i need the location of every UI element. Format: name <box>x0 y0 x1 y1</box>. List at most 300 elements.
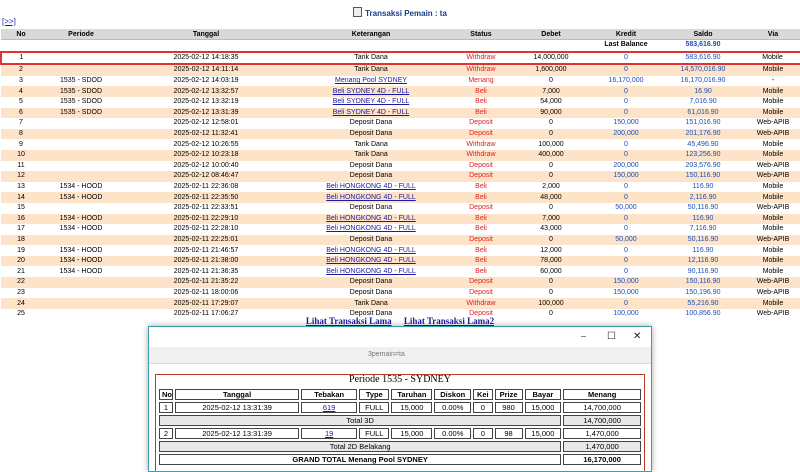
table-row[interactable] <box>1 277 800 288</box>
cell-debet: 400,000 <box>511 150 591 161</box>
cell-no: 19 <box>1 245 41 256</box>
cell-tanggal: 2025-02-11 18:00:06 <box>121 288 291 299</box>
cell-saldo: 12,116.90 <box>661 256 745 267</box>
transaction-table <box>0 29 800 319</box>
table-row[interactable] <box>1 203 800 214</box>
keterangan-link[interactable]: Beli HONGKONG 4D - FULL <box>326 183 416 191</box>
cell-debet: 100,000 <box>511 298 591 309</box>
cell-kredit: 0 <box>591 224 661 235</box>
cell-keterangan: Deposit Dana <box>291 118 451 129</box>
cell-tanggal: 2025-02-11 22:33:51 <box>121 203 291 214</box>
close-icon[interactable]: ✕ <box>633 331 642 342</box>
table-row-selected[interactable] <box>1 52 800 65</box>
cell-kredit: 0 <box>591 52 661 65</box>
cell-status: Beli <box>451 245 511 256</box>
cell-no: 14 <box>1 192 41 203</box>
cell-kredit: 150,000 <box>591 288 661 299</box>
cell-periode: 1534 - HOOD <box>41 182 121 193</box>
cell-keterangan: Deposit Dana <box>291 203 451 214</box>
cell-no: 10 <box>1 150 41 161</box>
cell-debet: 0 <box>511 171 591 182</box>
cell-saldo: 100,856.90 <box>661 309 745 320</box>
cell-no: 17 <box>1 224 41 235</box>
cell-kredit: 0 <box>591 64 661 76</box>
cell-saldo: 2,116.90 <box>661 192 745 203</box>
cell-kredit: 200,000 <box>591 161 661 172</box>
cell-status: Deposit <box>451 235 511 246</box>
cell-kredit: 150,000 <box>591 171 661 182</box>
table-row[interactable] <box>1 86 800 97</box>
table-row[interactable] <box>1 214 800 225</box>
cell-saldo: 16,170,016.90 <box>661 76 745 87</box>
cell-debet: 43,000 <box>511 224 591 235</box>
popup-titlebar <box>149 327 651 347</box>
cell-tanggal: 2025-02-11 21:35:22 <box>121 277 291 288</box>
detail-cell: 98 <box>495 428 523 439</box>
table-row[interactable] <box>1 192 800 203</box>
page-title <box>0 7 800 18</box>
cell-debet: 0 <box>511 235 591 246</box>
cell-debet: 54,000 <box>511 97 591 108</box>
cell-keterangan <box>291 97 451 108</box>
cell-debet: 0 <box>511 118 591 129</box>
detail-cell: 0 <box>473 402 492 413</box>
cell-via: Web-APIB <box>745 171 800 182</box>
cell-no: 1 <box>1 52 41 65</box>
cell-kredit: 0 <box>591 298 661 309</box>
detail-cell: FULL <box>359 428 389 439</box>
cell-saldo: 50,116.90 <box>661 203 745 214</box>
cell-keterangan: Deposit Dana <box>291 309 451 320</box>
cell-tanggal: 2025-02-11 22:28:10 <box>121 224 291 235</box>
cell-no: 23 <box>1 288 41 299</box>
detail-cell: 15,000 <box>525 428 562 439</box>
cell-periode: 1535 - SDOD <box>41 108 121 119</box>
dcol-diskon: Diskon <box>434 389 471 400</box>
cell-tanggal: 2025-02-11 17:06:27 <box>121 309 291 320</box>
cell-kredit: 16,170,000 <box>591 76 661 87</box>
col-saldo: Saldo <box>661 29 745 40</box>
cell-periode: 1534 - HOOD <box>41 224 121 235</box>
cell-tanggal: 2025-02-11 17:29:07 <box>121 298 291 309</box>
popup-title: Periode 1535 - SYDNEY <box>349 374 451 385</box>
cell-status: Beli <box>451 182 511 193</box>
cell-status: Beli <box>451 97 511 108</box>
cell-via: Mobile <box>745 108 800 119</box>
cell-no: 3 <box>1 76 41 87</box>
cell-keterangan <box>291 245 451 256</box>
keterangan-link[interactable]: Menang Pool SYDNEY <box>335 77 407 85</box>
table-row[interactable] <box>1 118 800 129</box>
col-periode: Periode <box>41 29 121 40</box>
detail-cell: 2025-02-12 13:31:39 <box>175 402 299 413</box>
cell-saldo: 150,196.90 <box>661 288 745 299</box>
cell-saldo: 61,016.90 <box>661 108 745 119</box>
keterangan-link[interactable]: Beli HONGKONG 4D - FULL <box>326 225 416 233</box>
cell-no: 24 <box>1 298 41 309</box>
cell-no: 6 <box>1 108 41 119</box>
cell-no: 5 <box>1 97 41 108</box>
table-row[interactable] <box>1 161 800 172</box>
cell-saldo: 90,116.90 <box>661 266 745 277</box>
keterangan-link[interactable]: Beli HONGKONG 4D - FULL <box>326 246 416 254</box>
cell-via: Mobile <box>745 139 800 150</box>
detail-cell: 980 <box>495 402 523 413</box>
cell-via: Web-APIB <box>745 203 800 214</box>
cell-tanggal: 2025-02-12 14:11:14 <box>121 64 291 76</box>
cell-status: Deposit <box>451 288 511 299</box>
cell-status: Deposit <box>451 129 511 140</box>
keterangan-link[interactable]: Beli HONGKONG 4D - FULL <box>326 214 416 222</box>
cell-keterangan: Deposit Dana <box>291 129 451 140</box>
cell-keterangan: Deposit Dana <box>291 171 451 182</box>
cell-keterangan <box>291 86 451 97</box>
cell-no: 7 <box>1 118 41 129</box>
cell-tanggal: 2025-02-11 22:36:08 <box>121 182 291 193</box>
cell-via: Mobile <box>745 256 800 267</box>
cell-kredit: 0 <box>591 108 661 119</box>
cell-saldo: 45,496.90 <box>661 139 745 150</box>
cell-debet: 0 <box>511 203 591 214</box>
maximize-icon[interactable]: ☐ <box>607 331 616 342</box>
cell-tanggal: 2025-02-12 10:23:18 <box>121 150 291 161</box>
cell-saldo: 116.90 <box>661 214 745 225</box>
cell-periode <box>41 298 121 309</box>
cell-saldo: 123,256.90 <box>661 150 745 161</box>
cell-periode <box>41 277 121 288</box>
minimize-icon[interactable]: – <box>581 331 586 342</box>
table-row[interactable] <box>1 266 800 277</box>
cell-keterangan: Tarik Dana <box>291 150 451 161</box>
cell-periode: 1534 - HOOD <box>41 214 121 225</box>
cell-status: Deposit <box>451 161 511 172</box>
cell-debet: 0 <box>511 129 591 140</box>
cell-periode: 1535 - SDOD <box>41 97 121 108</box>
cell-periode: 1534 - HOOD <box>41 266 121 277</box>
keterangan-link[interactable]: Beli HONGKONG 4D - FULL <box>326 257 416 265</box>
last-balance-row <box>1 40 800 52</box>
cell-periode <box>41 235 121 246</box>
table-row[interactable] <box>1 150 800 161</box>
table-row[interactable] <box>1 288 800 299</box>
cell-debet: 0 <box>511 277 591 288</box>
dcol-menang: Menang <box>563 389 641 400</box>
cell-periode: 1534 - HOOD <box>41 192 121 203</box>
cell-periode <box>41 150 121 161</box>
detail-cell: 0.00% <box>434 402 471 413</box>
table-row[interactable] <box>1 108 800 119</box>
cell-debet: 0 <box>511 288 591 299</box>
cell-via: Web-APIB <box>745 161 800 172</box>
cell-no: 25 <box>1 309 41 320</box>
cell-tanggal: 2025-02-11 22:35:50 <box>121 192 291 203</box>
cell-no: 11 <box>1 161 41 172</box>
last-balance-label: Last Balance <box>591 40 661 52</box>
cell-no: 8 <box>1 129 41 140</box>
history-links <box>0 316 800 326</box>
cell-periode: 1535 - SDOD <box>41 76 121 87</box>
detail-row <box>159 402 641 413</box>
cell-debet: 7,000 <box>511 86 591 97</box>
cell-debet: 100,000 <box>511 139 591 150</box>
tebakan-link[interactable]: 619 <box>301 402 357 413</box>
cell-status: Deposit <box>451 171 511 182</box>
cell-keterangan <box>291 192 451 203</box>
cell-status: Beli <box>451 214 511 225</box>
cell-kredit: 100,000 <box>591 309 661 320</box>
cell-debet: 90,000 <box>511 108 591 119</box>
cell-via: Mobile <box>745 150 800 161</box>
dcol-tanggal: Tanggal <box>175 389 299 400</box>
cell-kredit: 150,000 <box>591 118 661 129</box>
cell-via: Mobile <box>745 64 800 76</box>
cell-kredit: 0 <box>591 182 661 193</box>
cell-status: Beli <box>451 86 511 97</box>
cell-keterangan <box>291 224 451 235</box>
dcol-prize: Prize <box>495 389 523 400</box>
cell-status: Withdraw <box>451 64 511 76</box>
cell-status: Beli <box>451 266 511 277</box>
cell-status: Deposit <box>451 203 511 214</box>
cell-periode <box>41 64 121 76</box>
expand-link[interactable]: [>>] <box>2 17 16 26</box>
cell-status: Beli <box>451 192 511 203</box>
cell-via: Web-APIB <box>745 129 800 140</box>
col-keterangan: Keterangan <box>291 29 451 40</box>
cell-keterangan <box>291 182 451 193</box>
keterangan-link[interactable]: Beli SYDNEY 4D - FULL <box>332 87 410 95</box>
cell-periode <box>41 129 121 140</box>
cell-keterangan <box>291 214 451 225</box>
cell-periode <box>41 203 121 214</box>
total-2d-value: 1,470,000 <box>563 441 641 452</box>
document-icon <box>353 7 362 17</box>
cell-debet: 2,000 <box>511 182 591 193</box>
detail-cell: 0.00% <box>434 428 471 439</box>
detail-cell: 1 <box>159 402 173 413</box>
total-2d-label: Total 2D Belakang <box>159 441 561 452</box>
detail-header-row <box>159 389 641 400</box>
table-row[interactable] <box>1 245 800 256</box>
cell-no: 9 <box>1 139 41 150</box>
keterangan-link[interactable]: Beli SYDNEY 4D - FULL <box>332 108 410 116</box>
cell-kredit: 0 <box>591 86 661 97</box>
col-tanggal: Tanggal <box>121 29 291 40</box>
cell-saldo: 7,016.90 <box>661 97 745 108</box>
cell-saldo: 116.90 <box>661 245 745 256</box>
cell-periode <box>41 171 121 182</box>
cell-kredit: 200,000 <box>591 129 661 140</box>
dcol-tebakan: Tebakan <box>301 389 357 400</box>
cell-no: 22 <box>1 277 41 288</box>
cell-tanggal: 2025-02-11 21:46:57 <box>121 245 291 256</box>
col-status: Status <box>451 29 511 40</box>
cell-periode <box>41 161 121 172</box>
cell-debet: 60,000 <box>511 266 591 277</box>
keterangan-link[interactable]: Beli HONGKONG 4D - FULL <box>326 193 416 201</box>
cell-debet: 78,000 <box>511 256 591 267</box>
cell-via: Web-APIB <box>745 309 800 320</box>
cell-status: Beli <box>451 224 511 235</box>
dcol-kei: Kei <box>473 389 492 400</box>
grand-total-value: 16,170,000 <box>563 454 641 465</box>
cell-tanggal: 2025-02-12 13:32:57 <box>121 86 291 97</box>
cell-via: Web-APIB <box>745 288 800 299</box>
cell-status: Deposit <box>451 309 511 320</box>
dcol-type: Type <box>359 389 389 400</box>
cell-saldo: 150,116.90 <box>661 171 745 182</box>
cell-tanggal: 2025-02-11 21:38:00 <box>121 256 291 267</box>
keterangan-link[interactable]: Beli SYDNEY 4D - FULL <box>332 98 410 106</box>
detail-cell: 14,700,000 <box>563 402 641 413</box>
cell-keterangan: Deposit Dana <box>291 288 451 299</box>
cell-no: 13 <box>1 182 41 193</box>
table-row[interactable] <box>1 256 800 267</box>
cell-kredit: 150,000 <box>591 277 661 288</box>
table-row[interactable] <box>1 76 800 87</box>
popup-address-bar: 3pemain=ta <box>149 347 651 364</box>
cell-via: Mobile <box>745 266 800 277</box>
cell-periode <box>41 118 121 129</box>
cell-keterangan: Tarik Dana <box>291 298 451 309</box>
cell-no: 16 <box>1 214 41 225</box>
cell-kredit: 0 <box>591 192 661 203</box>
cell-debet: 12,000 <box>511 245 591 256</box>
cell-periode: 1534 - HOOD <box>41 245 121 256</box>
detail-cell: 0 <box>473 428 492 439</box>
cell-saldo: 16.90 <box>661 86 745 97</box>
cell-tanggal: 2025-02-12 13:32:19 <box>121 97 291 108</box>
col-kredit: Kredit <box>591 29 661 40</box>
cell-saldo: 7,116.90 <box>661 224 745 235</box>
total-2d-row <box>159 441 641 452</box>
cell-tanggal: 2025-02-12 11:32:41 <box>121 129 291 140</box>
total-3d-row <box>159 415 641 426</box>
cell-kredit: 0 <box>591 97 661 108</box>
dcol-taruhan: Taruhan <box>391 389 432 400</box>
cell-keterangan: Tarik Dana <box>291 52 451 65</box>
cell-tanggal: 2025-02-12 08:46:47 <box>121 171 291 182</box>
cell-via: Mobile <box>745 245 800 256</box>
table-row[interactable] <box>1 97 800 108</box>
cell-no: 4 <box>1 86 41 97</box>
cell-kredit: 0 <box>591 150 661 161</box>
cell-via: Mobile <box>745 298 800 309</box>
cell-debet: 1,600,000 <box>511 64 591 76</box>
cell-keterangan <box>291 256 451 267</box>
cell-tanggal: 2025-02-11 21:36:35 <box>121 266 291 277</box>
table-row[interactable] <box>1 64 800 76</box>
detail-row <box>159 428 641 439</box>
table-row[interactable] <box>1 298 800 309</box>
cell-via: Mobile <box>745 182 800 193</box>
cell-periode <box>41 288 121 299</box>
table-row[interactable] <box>1 139 800 150</box>
cell-debet: 14,000,000 <box>511 52 591 65</box>
dcol-no: No <box>159 389 173 400</box>
table-row[interactable] <box>1 129 800 140</box>
lihat-transaksi-lama2-link[interactable]: Lihat Transaksi Lama2 <box>403 316 495 326</box>
cell-no: 20 <box>1 256 41 267</box>
cell-via: Mobile <box>745 192 800 203</box>
table-row[interactable] <box>1 182 800 193</box>
cell-via: Web-APIB <box>745 277 800 288</box>
cell-status: Withdraw <box>451 52 511 65</box>
detail-cell: 15,000 <box>391 428 432 439</box>
cell-via: Mobile <box>745 97 800 108</box>
table-row[interactable] <box>1 171 800 182</box>
cell-via: Web-APIB <box>745 118 800 129</box>
cell-via: Web-APIB <box>745 235 800 246</box>
cell-saldo: 55,216.90 <box>661 298 745 309</box>
cell-tanggal: 2025-02-11 22:25:01 <box>121 235 291 246</box>
cell-keterangan: Tarik Dana <box>291 139 451 150</box>
cell-no: 15 <box>1 203 41 214</box>
cell-status: Menang <box>451 76 511 87</box>
cell-keterangan: Deposit Dana <box>291 277 451 288</box>
cell-via: Mobile <box>745 224 800 235</box>
cell-debet: 48,000 <box>511 192 591 203</box>
cell-tanggal: 2025-02-12 13:31:39 <box>121 108 291 119</box>
grand-total-row <box>159 454 641 465</box>
cell-saldo: 151,016.90 <box>661 118 745 129</box>
cell-keterangan <box>291 266 451 277</box>
last-balance-value: 583,616.90 <box>661 40 745 52</box>
cell-kredit: 50,000 <box>591 235 661 246</box>
lihat-transaksi-lama-link[interactable]: Lihat Transaksi Lama <box>305 316 392 326</box>
cell-periode: 1534 - HOOD <box>41 256 121 267</box>
cell-status: Deposit <box>451 277 511 288</box>
table-header-row <box>1 29 800 40</box>
cell-status: Withdraw <box>451 139 511 150</box>
table-row[interactable] <box>1 224 800 235</box>
cell-via: Mobile <box>745 52 800 65</box>
total-3d-label: Total 3D <box>159 415 561 426</box>
cell-keterangan <box>291 108 451 119</box>
bet-detail-table <box>157 387 643 467</box>
cell-status: Beli <box>451 256 511 267</box>
keterangan-link[interactable]: Beli HONGKONG 4D - FULL <box>326 267 416 275</box>
detail-cell: 15,000 <box>391 402 432 413</box>
table-row[interactable] <box>1 235 800 246</box>
cell-keterangan: Deposit Dana <box>291 161 451 172</box>
cell-status: Deposit <box>451 118 511 129</box>
cell-kredit: 50,000 <box>591 203 661 214</box>
col-no: No <box>1 29 41 40</box>
tebakan-link[interactable]: 19 <box>301 428 357 439</box>
detail-cell: FULL <box>359 402 389 413</box>
cell-tanggal: 2025-02-12 14:18:35 <box>121 52 291 65</box>
cell-saldo: 583,616.90 <box>661 52 745 65</box>
cell-periode <box>41 139 121 150</box>
total-3d-value: 14,700,000 <box>563 415 641 426</box>
cell-debet: 0 <box>511 309 591 320</box>
cell-saldo: 150,116.90 <box>661 277 745 288</box>
cell-via: Mobile <box>745 86 800 97</box>
cell-tanggal: 2025-02-12 12:58:01 <box>121 118 291 129</box>
cell-keterangan: Deposit Dana <box>291 235 451 246</box>
cell-debet: 0 <box>511 76 591 87</box>
cell-tanggal: 2025-02-11 22:29:10 <box>121 214 291 225</box>
cell-kredit: 0 <box>591 245 661 256</box>
cell-saldo: 201,176.90 <box>661 129 745 140</box>
cell-keterangan <box>291 76 451 87</box>
cell-debet: 7,000 <box>511 214 591 225</box>
cell-status: Beli <box>451 108 511 119</box>
cell-kredit: 0 <box>591 266 661 277</box>
detail-cell: 2 <box>159 428 173 439</box>
cell-saldo: 116.90 <box>661 182 745 193</box>
